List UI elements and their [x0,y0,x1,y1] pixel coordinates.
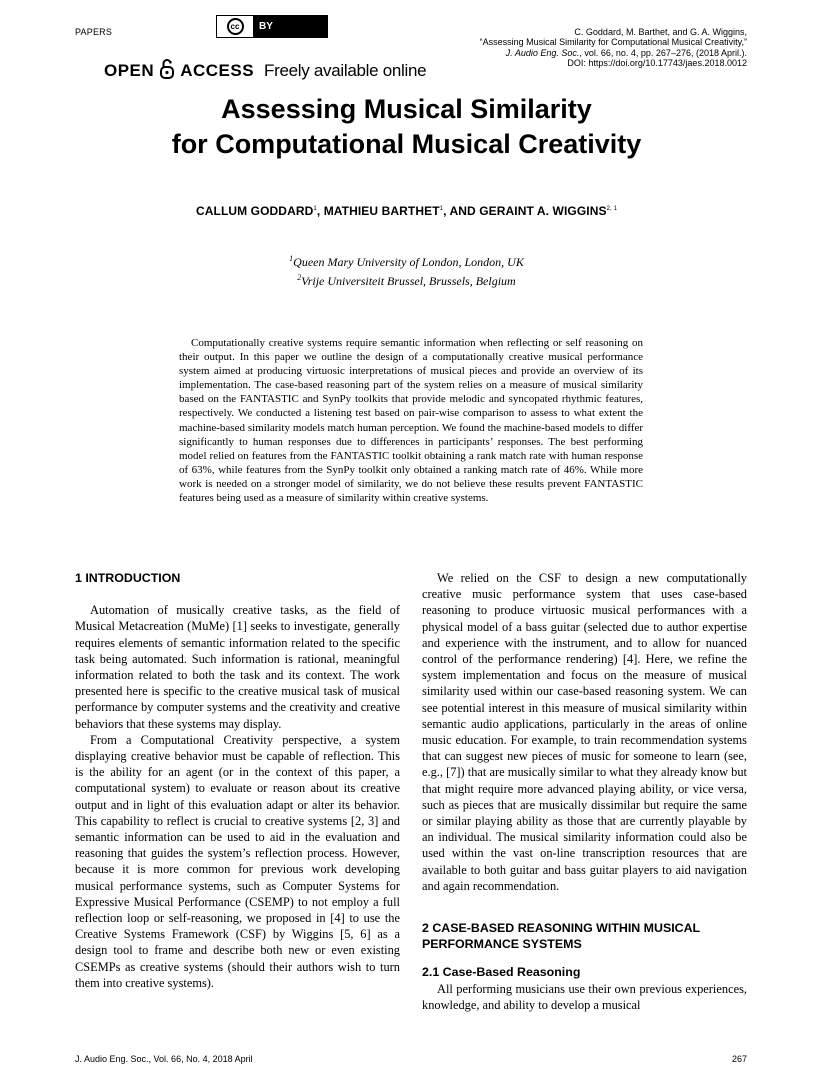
body-paragraph: Automation of musically creative tasks, as the field of Musical Metacreation (MuMe) [1] seeks to investigate, generally requires elements of semantic information related to the specific task being automated. Such information is rational, meaningful information related to both the task and its context. The work presented here is specific to the creative musical task of musical performance by computer systems and the creativity and creative behaviors that these systems may display. [75,603,400,731]
paper-title-line-2: for Computational Musical Creativity [171,129,642,159]
creative-commons-icon: cc [227,18,244,35]
body-column-right [422,570,747,1013]
citation-journal: J. Audio Eng. Soc. [505,47,580,58]
section-heading-case-based-reasoning: 2 CASE-BASED REASONING WITHIN MUSICAL PERFORMANCE SYSTEMS [422,921,700,952]
affiliation-item: $^1$Queen Mary University of London, London, UK [289,254,524,269]
citation-doi[interactable]: DOI: https://doi.org/10.17743/jaes.2018.0012 [567,58,747,69]
author-affiliation-mark: 2, 1 [606,206,618,212]
paper-title [0,92,813,162]
author-name: AND GERAINT A. WIGGINS [449,204,607,218]
section-heading-introduction: 1 INTRODUCTION [75,571,181,585]
subsection-heading-case-based-reasoning: 2.1 Case-Based Reasoning [422,965,581,980]
citation-title: “Assessing Musical Similarity for Computational Musical Creativity,” [479,37,747,48]
footer-journal-info: J. Audio Eng. Soc., Vol. 66, No. 4, 2018 April [75,1054,253,1064]
author-name: MATHIEU BARTHET [323,204,440,218]
section-label: PAPERS [75,27,113,37]
affiliation-item: $^2$Vrije Universiteit Brussel, Brussels, Belgium [297,273,516,288]
open-access-banner [104,57,426,84]
access-label: ACCESS [180,60,255,80]
body-paragraph: We relied on the CSF to design a new computationally creative music performance system that uses case-based reasoning to produce virtuosic musical performances with a physical model of a bass guitar (selected due to author expertise and experience with the instrument, and to allow for nuanced control of the performance rendering) [4]. Here, we refine the system implementation and focus on the measure of musical similarity used within our case-based reasoning system. We can see potential interest in this measure of musical similarity within semantic audio applications, particularly in the areas of online music education. For example, to train recommendation systems that can suggest new pieces of music for someone to learn (see, e.g., [7]) that are musically similar to what they already know but that might require more advanced playing ability, or vice versa, such as pieces that are musically dissimilar but require the same or similar playing ability as those that are currently playable by an individual. The musical similarity information could also be used within the vast on-line transcription resources that are available to both guitar and bass guitar players to aid navigation and again recommendation. [422,571,747,893]
body-paragraph: From a Computational Creativity perspective, a system displaying creative behavior must be capable of reflection. This is the ability for an agent (or in the context of this paper, a computational system) to evaluate or reason about its creative output and in light of this evaluation adapt or alter its behavior. This capability to reflect is crucial to creative systems [2, 3] and semantic information can be used to aid in the evaluation and reasoning that guides the system’s reflection process. However, because it is more common for previous work developing musical performance systems, such as Computer Systems for Expressive Musical Performance (CSEMP) to not employ a full reflection loop or self-reasoning, we proposed in [4] to use the Creative Systems Framework (CSF) by Wiggins [5, 6] as a design tool to frame and describe both new or even existing CSEMPs as creative systems (should their authors wish to turn them into creative systems). [75,732,400,990]
author-affiliation-mark: 1 [313,206,317,212]
affiliations [0,251,813,289]
paper-title-line-1: Assessing Musical Similarity [221,94,592,124]
author-separator: , [316,204,324,218]
cc-by-label: BY [259,21,273,32]
freely-available-label: Freely available online [264,60,427,80]
citation-authors: C. Goddard, M. Barthet, and G. A. Wiggins, [574,27,747,37]
author-name: CALLUM GODDARD [195,204,314,218]
citation-details: , vol. 66, no. 4, pp. 267–276, (2018 April.). [579,47,747,58]
author-separator: , [443,204,450,218]
abstract: Computationally creative systems require semantic information when reflecting or self reasoning on their output. In this paper we outline the design of a computationally creative musical performance system aimed at producing virtuosic interpretations of musical pieces and provide an overview of its implementation. The case-based reasoning part of the system relies on a measure of musical similarity based on the FANTASTIC and SynPy toolkits that provide melodic and syncopated rhythmic features, respectively. We conducted a listening test based on pair-wise comparison to assess to what extent the machine-based similarity models match human perception. We found the machine-based models to differ significantly to human responses due to differences in participants’ responses. The best performing model relied on features from the FANTASTIC toolkit obtaining a rank match rate with human response of 63%, while features from the SynPy toolkit only obtained a ranking match rate of 46%. While more work is needed on a stronger model of similarity, we do not believe these results prevent FANTASTIC features being used as a measure of similarity within creative systems. [179,337,643,505]
citation-block [480,27,747,69]
author-affiliation-mark: 1 [439,206,444,212]
page-number: 267 [731,1054,747,1064]
author-list [0,204,813,218]
open-label: OPEN [104,60,155,80]
body-column-left [75,570,400,991]
open-lock-icon [160,57,174,84]
cc-by-badge[interactable] [216,15,328,38]
body-paragraph: All performing musicians use their own previous experiences, knowledge, and ability to develop a musical [422,981,747,1012]
